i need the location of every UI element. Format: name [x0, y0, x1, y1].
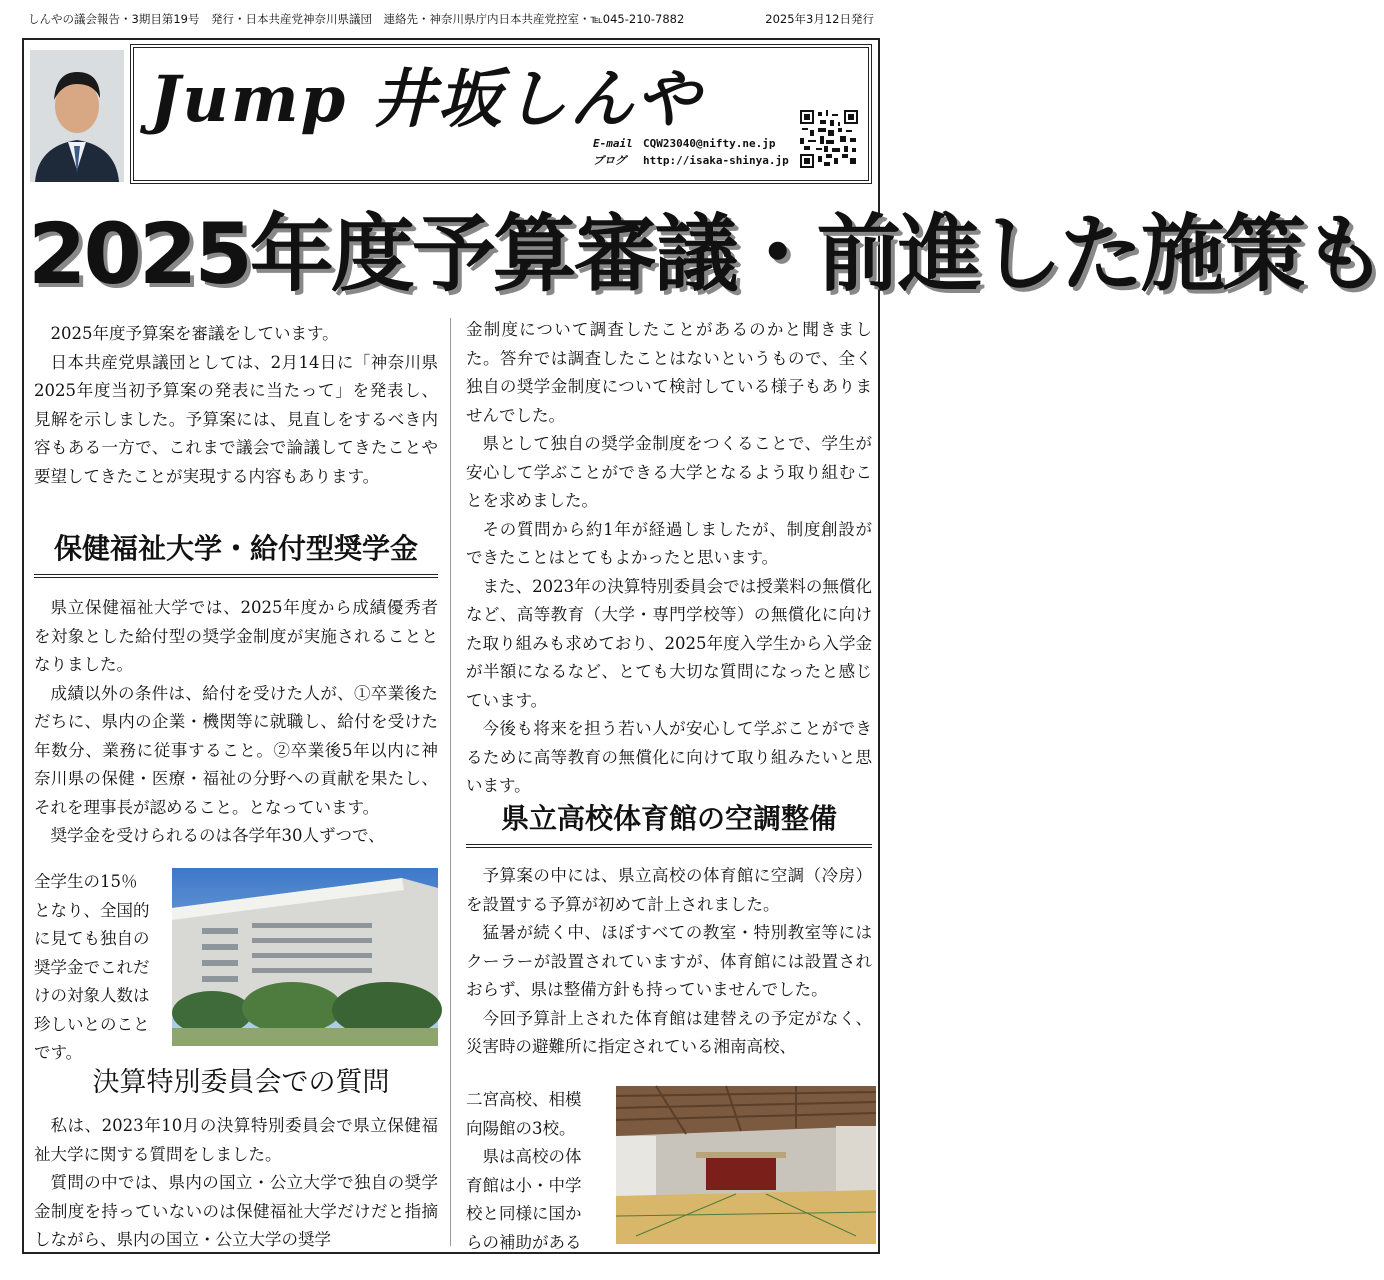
qr-code-icon[interactable]: [800, 110, 858, 168]
section-heading-scholarship: 保健福祉大学・給付型奨学金: [34, 524, 438, 578]
paragraph: 私は、2023年10月の決算特別委員会で県立保健福祉大学に関する質問をしました。: [34, 1116, 438, 1164]
gym-wrap-text: 二宮高校、相模 向陽館の3校。 県は高校の体 育館は小・中学 校と同様に国か らの補助がある: [466, 1090, 582, 1252]
paragraph: 今回予算計上された体育館は建替えの予定がなく、災害時の避難所に指定されている湘南高校、: [466, 1008, 872, 1056]
paragraph: 猛暑が続く中、ほぼすべての教室・特別教室等にはクーラーが設置されていますが、体育館には設置されおらず、県は整備方針も持っていませんでした。: [466, 923, 872, 999]
blog-url[interactable]: http://isaka-shinya.jp: [643, 154, 789, 167]
column-divider: [450, 318, 451, 1246]
intro-text: [34, 320, 438, 491]
section-heading-gym-ac: 県立高校体育館の空調整備: [466, 794, 872, 848]
scholarship-text: [34, 594, 438, 851]
paragraph: 成績以外の条件は、給付を受けた人が、①卒業後ただちに、県内の企業・機関等に就職し、給付を受けた年数分、業務に従事すること。②卒業後5年以内に神奈川県の保健・医療・福祉の分野への貢献を果たし、それを理事長が認めること。となっています。: [34, 683, 439, 817]
paragraph: また、2023年の決算特別委員会では授業料の無償化など、高等教育（大学・専門学校等）の無償化に向けた取り組みも求めており、2025年度入学生から入学金が半額になるなど、とても大切な質問になったと感じています。: [466, 576, 872, 710]
headline: 2025年度予算審議・前進した施策も: [28, 205, 1384, 303]
paragraph: 県立保健福祉大学では、2025年度から成績優秀者を対象とした給付型の奨学金制度が実施されることとなりました。: [34, 598, 438, 674]
paragraph: 今後も将来を担う若い人が安心して学ぶことができるために高等教育の無償化に向けて取り組みたいと思います。: [466, 719, 872, 795]
paragraph: 日本共産党県議団としては、2月14日に「神奈川県2025年度当初予算案の発表に当たって」を発表し、見解を示しました。予算案には、見直しをするべき内容もある一方で、これまで議会で論議してきたことや要望してきたことが実現する内容もあります。: [34, 352, 438, 486]
paragraph: 予算案の中には、県立高校の体育館に空調（冷房）を設置する予算が初めて計上されました。: [466, 866, 872, 914]
contact-info: [593, 135, 789, 169]
paragraph: 奨学金を受けられるのは各学年30人ずつで、: [50, 826, 385, 845]
portrait-photo: [30, 50, 124, 182]
committee-text: [34, 1112, 438, 1255]
email-address[interactable]: CQW23040@nifty.ne.jp: [643, 137, 776, 150]
masthead-info: [24, 4, 880, 34]
issue-line: しんやの議会報告・3期目第19号 発行・日本共産党神奈川県議団 連絡先・神奈川県庁内日本共産党控室・℡045-210-7882: [28, 12, 685, 26]
email-label: E-mail: [593, 137, 633, 150]
scholarship-wrap-text: 全学生の15％ となり、全国的 に見ても独自の 奨学金でこれだ けの対象人数は 珍しいとのこと です。: [34, 872, 150, 1062]
gym-ac-text: [466, 862, 872, 1062]
gymnasium-photo: [616, 1086, 876, 1244]
continuation-text: [466, 316, 872, 801]
paragraph: 2025年度予算案を審議をしています。: [50, 324, 339, 343]
issue-date: 2025年3月12日発行: [765, 12, 874, 26]
paragraph: 県として独自の奨学金制度をつくることで、学生が安心して学ぶことができる大学となるよう取り組むことを求めました。: [466, 434, 872, 510]
paragraph: 質問の中では、県内の国立・公立大学で独自の奨学金制度を持っていないのは保健福祉大学だけだと指摘しながら、県内の国立・公立大学の奨学: [34, 1173, 438, 1249]
university-building-photo: [172, 868, 438, 1046]
blog-label: ブログ: [593, 154, 626, 167]
section-heading-committee: 決算特別委員会での質問: [92, 1067, 390, 1098]
paragraph: 金制度について調査したことがあるのかと聞きました。答弁では調査したことはないというもので、全く独自の奨学金制度について検討している様子もありませんでした。: [466, 320, 872, 425]
logo-title: Jump 井坂しんや: [150, 62, 702, 137]
paragraph: その質問から約1年が経過しましたが、制度創設ができたことはとてもよかったと思います。: [466, 519, 872, 567]
